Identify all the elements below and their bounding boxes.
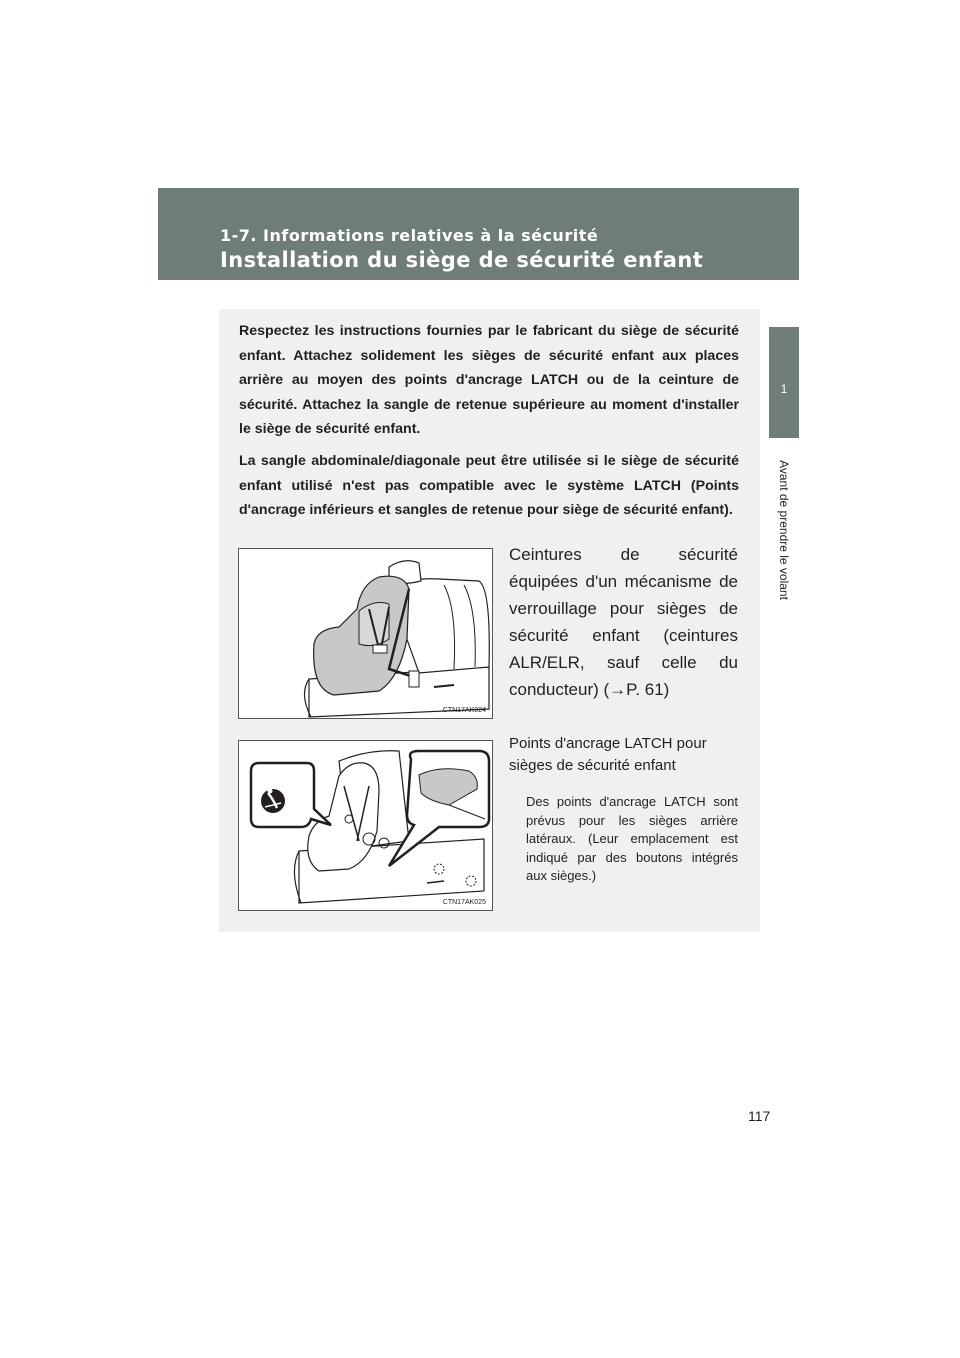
- page-reference: P. 61): [626, 680, 670, 699]
- page-number: 117: [748, 1108, 771, 1124]
- child-seat-belt-illustration: [239, 549, 492, 718]
- section-title: 1-7. Informations relatives à la sécurité: [220, 226, 599, 245]
- figure-code: CTN17AK025: [442, 899, 486, 906]
- latch-anchors-illustration: [239, 741, 492, 910]
- page-reference-arrow-icon: →: [609, 680, 627, 699]
- figure-latch-anchors: [238, 740, 493, 911]
- figure-child-seat-belt: [238, 548, 493, 719]
- item-latch-description: Des points d'ancrage LATCH sont prévus pour les sièges arrière latéraux. (Leur emplacement est indiqué par des boutons intégrés aux sièges.): [526, 794, 738, 883]
- item-locking-belts: [509, 541, 738, 703]
- chapter-label: Avant de prendre le volant: [777, 460, 791, 600]
- item-latch-title: Points d'ancrage LATCH pour sièges de sécurité enfant: [509, 735, 707, 774]
- page-title: Installation du siège de sécurité enfant: [220, 248, 704, 272]
- chapter-header: [158, 188, 799, 280]
- figure-code: CTN17AK024: [442, 707, 486, 714]
- chapter-number: 1: [780, 382, 788, 396]
- content-box: [219, 309, 760, 932]
- intro-paragraph-2: La sangle abdominale/diagonale peut être utilisée si le siège de sécurité enfant utilisé n'est pas compatible avec le système LATCH (Points d'ancrage inférieurs et sangles de retenue pour siège de sécurité enfant).: [239, 452, 739, 519]
- intro-paragraph-1: Respectez les instructions fournies par le fabricant du siège de sécurité enfant. Attachez solidement les sièges de sécurité enfant aux places arrière au moyen des points d'ancrage LATCH ou de la ceinture de sécurité. Attachez la sangle de retenue supérieure au moment d'installer le siège de sécurité enfant.: [239, 323, 739, 438]
- item-locking-belts-text: Ceintures de sécurité équipées d'un mécanisme de verrouillage pour sièges de sécurité enfant (ceintures ALR/ELR, sauf celle du conducteur) (: [509, 545, 738, 699]
- chapter-tab: [769, 327, 799, 438]
- intro-text: [239, 319, 739, 530]
